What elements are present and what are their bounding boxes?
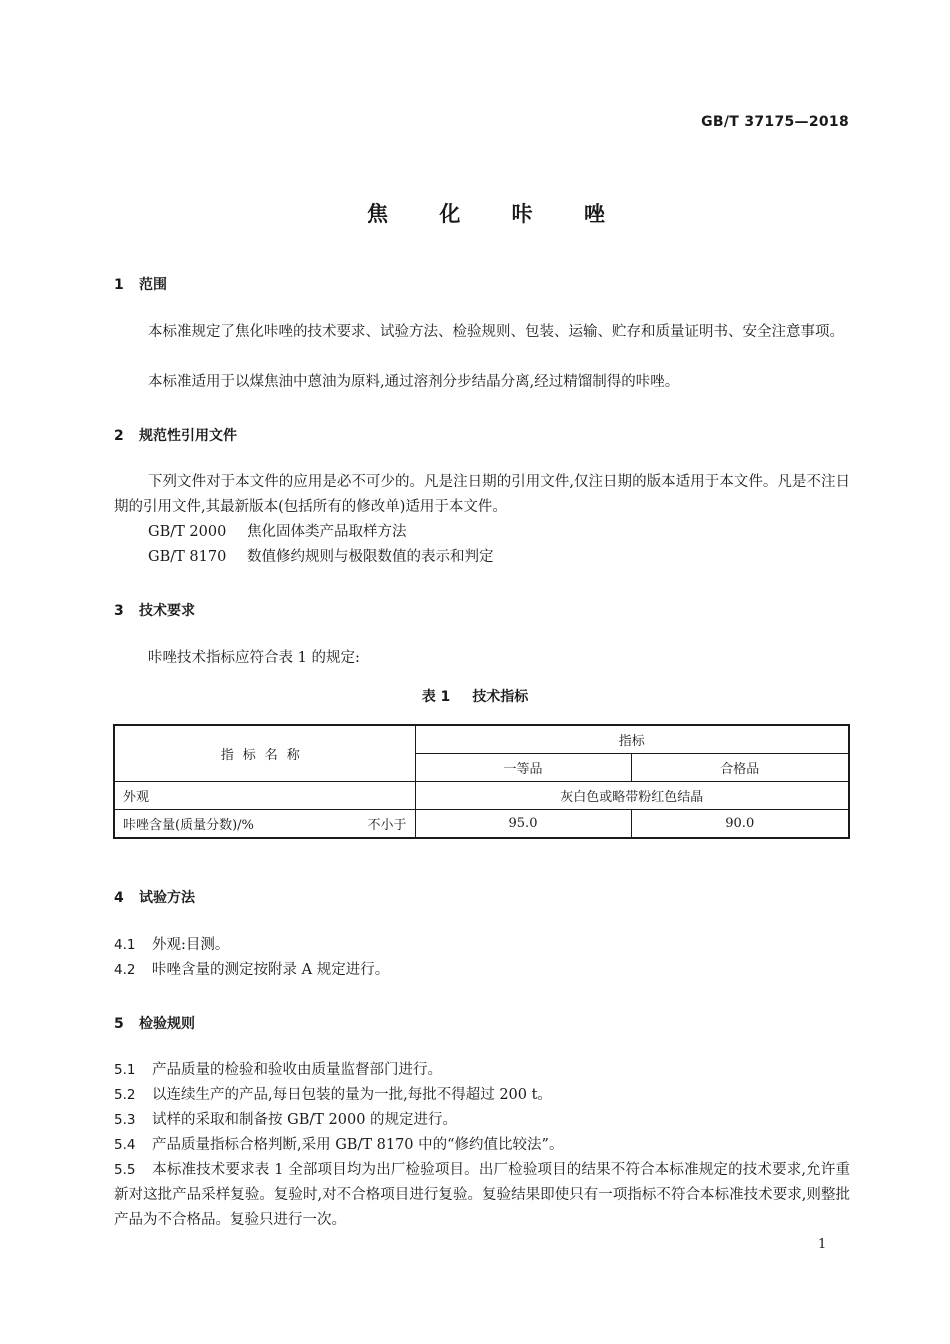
- rule-item: [114, 1058, 442, 1083]
- row-grade2-value: 90.0: [631, 810, 849, 839]
- document-title: 焦 化 咔 唑: [367, 202, 627, 226]
- clause-number: 4.1: [114, 937, 136, 953]
- technical-spec-table: [113, 724, 850, 839]
- method-item: [114, 958, 389, 983]
- table-caption: [0, 686, 950, 706]
- clause-text: 外观:目测。: [152, 937, 230, 953]
- reference-code: GB/T 8170: [148, 549, 227, 565]
- scope-paragraph-1: 本标准规定了焦化咔唑的技术要求、试验方法、检验规则、包装、运输、贮存和质量证明书、安全注意事项。: [148, 324, 844, 340]
- section-heading-methods: [114, 887, 195, 907]
- row-name-cell: [114, 810, 415, 839]
- clause-text: 产品质量的检验和验收由质量监督部门进行。: [152, 1062, 442, 1078]
- rule-item: [114, 1158, 850, 1233]
- table-caption-number: 表 1: [421, 689, 451, 705]
- scope-paragraph-2: 本标准适用于以煤焦油中蒽油为原料,通过溶剂分步结晶分离,经过精馏制得的咔唑。: [148, 374, 680, 390]
- clause-text: 试样的采取和制备按 GB/T 2000 的规定进行。: [152, 1112, 458, 1128]
- reference-item: [148, 545, 494, 570]
- header-grade2-cell: 合格品: [631, 754, 849, 782]
- clause-number: 4.2: [114, 962, 136, 978]
- rule-item: [114, 1133, 563, 1158]
- clause-number: 5.4: [114, 1137, 136, 1153]
- requirements-intro: 咔唑技术指标应符合表 1 的规定:: [148, 650, 360, 666]
- row-qualifier: 不小于: [367, 818, 407, 833]
- table-row: [114, 782, 849, 810]
- reference-item: [148, 520, 407, 545]
- table-header-row: [114, 725, 849, 754]
- standard-code: GB/T 37175—2018: [701, 114, 849, 130]
- section-title: 规范性引用文件: [139, 428, 237, 444]
- table-row: [114, 810, 849, 839]
- header-index-cell: 指标: [415, 725, 849, 754]
- clause-number: 5.2: [114, 1087, 136, 1103]
- section-number: 1: [114, 277, 124, 293]
- rule-item: [114, 1108, 457, 1133]
- clause-number: 5.5: [114, 1162, 136, 1178]
- section-heading-rules: [114, 1013, 195, 1033]
- clause-number: 5.1: [114, 1062, 136, 1078]
- section-heading-references: [114, 425, 237, 445]
- reference-code: GB/T 2000: [148, 524, 227, 540]
- clause-text: 咔唑含量的测定按附录 A 规定进行。: [152, 962, 390, 978]
- section-number: 4: [114, 890, 124, 906]
- clause-text: 以连续生产的产品,每日包装的量为一批,每批不得超过 200 t。: [152, 1087, 552, 1103]
- header-name-cell: [114, 725, 415, 782]
- clause-text: 产品质量指标合格判断,采用 GB/T 8170 中的“修约值比较法”。: [152, 1137, 564, 1153]
- row-merged-value-cell: 灰白色或略带粉红色结晶: [415, 782, 849, 810]
- section-title: 范围: [139, 277, 167, 293]
- section-title: 检验规则: [139, 1016, 195, 1032]
- section-number: 3: [114, 603, 124, 619]
- header-grade1-cell: 一等品: [415, 754, 631, 782]
- table-caption-title: 技术指标: [472, 689, 529, 705]
- section-title: 技术要求: [139, 603, 195, 619]
- section-title: 试验方法: [139, 890, 195, 906]
- clause-text: 本标准技术要求表 1 全部项目均为出厂检验项目。出厂检验项目的结果不符合本标准规定的技术要求,允许重新对这批产品采样复验。复验时,对不合格项目进行复验。复验结果即使只有一项指标不符合本标准技术要求,则整批产品为不合格品。复验只进行一次。: [114, 1162, 850, 1228]
- page-number: 1: [818, 1237, 827, 1252]
- clause-number: 5.3: [114, 1112, 136, 1128]
- row-grade1-value: 95.0: [415, 810, 631, 839]
- method-item: [114, 933, 229, 958]
- header-name-label: 指标名称: [220, 748, 309, 763]
- rule-item: [114, 1083, 552, 1108]
- reference-title: 数值修约规则与极限数值的表示和判定: [247, 549, 494, 565]
- section-number: 5: [114, 1016, 124, 1032]
- section-heading-requirements: [114, 600, 195, 620]
- row-name: 咔唑含量(质量分数)/%: [123, 818, 254, 833]
- section-heading-scope: [114, 274, 167, 294]
- section-number: 2: [114, 428, 124, 444]
- reference-title: 焦化固体类产品取样方法: [247, 524, 407, 540]
- references-intro: 下列文件对于本文件的应用是必不可少的。凡是注日期的引用文件,仅注日期的版本适用于本文件。凡是不注日期的引用文件,其最新版本(包括所有的修改单)适用于本文件。: [114, 474, 850, 515]
- row-name-cell: 外观: [114, 782, 415, 810]
